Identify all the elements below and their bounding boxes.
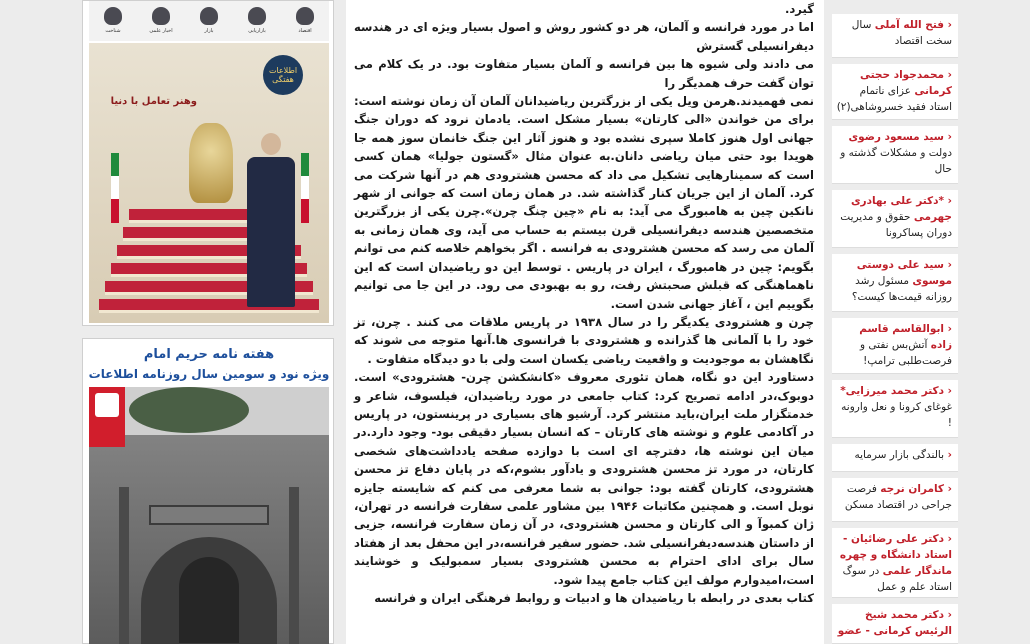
magazine-cover-bottom[interactable] — [82, 338, 334, 644]
pillar — [119, 487, 129, 644]
cover-red-label — [89, 387, 125, 447]
columnists-sidebar — [826, 0, 962, 644]
pillar — [289, 487, 299, 644]
article-title[interactable]: مسئول رشد روزانه قیمت‌ها کیست؟ — [851, 275, 952, 303]
author-name[interactable]: کامران نرجه — [880, 483, 945, 495]
article-title[interactable]: سال سخت اقتصاد — [851, 19, 952, 47]
article-title[interactable]: عزای ناتمام استاد فقید خسروشاهی(۲) — [836, 85, 952, 113]
portrait-2 — [141, 1, 181, 34]
author-name[interactable]: دکتر محمد میرزایی* — [840, 385, 945, 397]
flag-left — [111, 153, 119, 223]
cover-photo-staircase — [89, 43, 329, 323]
author-name[interactable]: ابوالقاسم قاسم زاده — [859, 323, 952, 351]
portrait-caption: شناخت — [105, 28, 121, 34]
magazine-cover-top[interactable] — [82, 0, 334, 326]
portrait-3 — [189, 1, 229, 34]
flag-right — [301, 153, 309, 223]
building-sign — [149, 505, 269, 525]
portrait-caption: اخبار علمی — [149, 28, 173, 34]
sidebar-item-9[interactable] — [832, 478, 958, 522]
author-name[interactable]: سید علی دوستی موسوی — [856, 259, 952, 287]
chevron-left-icon: ‹ — [944, 259, 952, 271]
author-name[interactable]: محمدجواد حجتی کرمانی — [860, 69, 952, 97]
portrait-caption: اقتصاد — [298, 28, 312, 34]
portrait-caption: بازاریابی — [248, 28, 266, 34]
article-title[interactable]: آتش‌بس نفتی و فرصت‌طلبی ترامپ! — [859, 339, 952, 367]
magazine-logo: اطلاعات هفتگی — [263, 55, 303, 95]
sidebar-item-6[interactable] — [832, 318, 958, 374]
chevron-left-icon: ‹ — [944, 195, 952, 207]
standing-man-figure — [247, 133, 295, 309]
chevron-left-icon: ‹ — [944, 69, 952, 81]
article-panel — [346, 0, 824, 644]
author-name[interactable]: دکتر علی رضائیان - استاد دانشگاه و چهره ماندگار علمی — [839, 533, 952, 577]
tree-icon — [129, 387, 249, 433]
chevron-left-icon: ‹ — [944, 449, 952, 461]
article-title[interactable]: در سوگ استاد علم و عمل — [842, 565, 952, 593]
author-name[interactable]: سید مسعود رضوی — [848, 131, 945, 143]
sidebar-item-10[interactable] — [832, 528, 958, 598]
sidebar-item-1[interactable] — [832, 14, 958, 58]
author-name[interactable]: دکتر محمد شیخ الرئیس کرمانی - عضو — [837, 609, 952, 637]
golden-urn — [189, 123, 233, 203]
chevron-left-icon: ‹ — [944, 323, 952, 335]
chevron-left-icon: ‹ — [944, 19, 952, 31]
portrait-4 — [237, 1, 277, 34]
article-title[interactable]: دولت و مشکلات گذشته و حال — [840, 147, 952, 175]
sidebar-item-7[interactable] — [832, 380, 958, 438]
sidebar-item-8[interactable] — [832, 444, 958, 472]
chevron-left-icon: ‹ — [944, 131, 952, 143]
cover-photo-building — [89, 387, 329, 644]
page-gutter — [962, 0, 1030, 644]
sidebar-item-3[interactable] — [832, 126, 958, 184]
cover-title: هفته نامه حریم امام — [143, 347, 275, 362]
chevron-left-icon: ‹ — [944, 609, 952, 621]
chevron-left-icon: ‹ — [944, 483, 952, 495]
article-title[interactable]: بالندگی بازار سرمایه — [854, 449, 945, 461]
author-name[interactable]: فتح الله آملی — [874, 19, 945, 31]
article-title[interactable]: غوغای کرونا و نعل وارونه ! — [841, 401, 952, 429]
sidebar-item-11[interactable] — [832, 604, 958, 644]
sidebar-item-5[interactable] — [832, 254, 958, 312]
article-body: گیرد. اما در مورد فرانسه و آلمان، هر دو کشور روش و اصول بسیار ویژه ای در هندسه دیفرانسیلی گسترش می دادند ولی شیوه ها بین فرانسه و آلمان بسیار متفاوت بود. در یک کلام می توان گفت حرف همدیگر را نمی فهمیدند.هرمن ویل یکی از بزرگترین ریاضیدانان آلمان آن زمان نوشته است: برای من خواندن «الی کارتان» بسیار مشکل است. یادمان نرود که دوران جنگ جهانی اول هنوز کاملا سپری نشده بود و هنوز آثار این جنگ خانمان سوز همه جا هویدا بود حتی میان ریاضی دانان.به عنوان مثال «گستون جولیا» همان کسی است که سمینارهایی تشکیل می داد که محسن هشترودی هم در آنها شرکت می کرد. آلمان از این جریان کنار گذاشته شد. در همان زمان است که جوانی از شهر نانکین چین به هامبورگ می آید: به نام «چین چنگ چرن».چرن یکی از بزرگترین متخصصین هندسه دیفرانسیلی قرن بیستم به حساب می آید، وی همان زمانی به آلمان می رسد که محسن هشترودی به فرانسه . اگر بخواهم خلاصه کنم می توانم بگویم: چین در هامبورگ ، ایران در پاریس . توسط این دو ریاضیدان است که این ناهماهنگی که قبلش صحبتش رفت، رو به بهبودی می رود. در این جا می توانیم بگوییم این ، آغاز جهانی شدن است. چرن و هشترودی یکدیگر را در سال ۱۹۳۸ در پاریس ملاقات می کنند . چرن، تز خود را با آلمانی ها گذرانده و هشترودی با فرانسوی ها.آنها متوجه می شوند که نگاهشان به موجودیت و واقعیت ریاضی یکسان است ولی با دو دیدگاه متفاوت . دستاورد این دو نگاه، همان تئوری معروف «کانشکشن چرن- هشترودی» است. دوبوک،در ادامه تصریح کرد: کتاب جامعی در مورد ریاضیدان، فیلسوف، شاعر و خدمتگزار ملت ایران،باید منتشر کرد. آرشیو های بسیاری در پرینستون، در پاریس در آکادمی علوم و نوشته های کارتان – که انسان بسیار دقیقی بود- وجود دارد.در میان این نوشته ها، دفترچه ای است با دوازده صفحه یادداشت‌های شخصی کارتان، در مورد تز محسن هشترودی و یادآور بشوم،که در پایان دفاع تز محسن هشترودی، کارتان گفته بود: جوانی به شما معرفی می کنم که شایسته جایزه نوبل است. و همچنین مکاتبات ۱۹۴۶ بین مشاور علمی سفارت فرانسه در تهران، ژان کمبوآ و الی کارتان و محسن هشترودی، در آن زمان سفارت فرانسه، جزیی از داستان هندسه‌دیفرانسیلی شد. حضور سفیر فرانسه،در این محفل بعد از هفتاد سال برای ادای احترام به محسن هشترودی بسیار سمبولیک و خوشایند است،امیدوارم مولف این کتاب جامع پیدا شود. کتاب بعدی در رابطه با ریاضیدان ها و ادبیات و روابط فرهنگی ایران و فرانسه — [354, 2, 815, 605]
portrait-caption: بازار — [204, 28, 214, 34]
sidebar-item-4[interactable] — [832, 190, 958, 248]
cover-subtitle: ویژه نود و سومین سال روزنامه اطلاعات — [88, 367, 330, 381]
article-title[interactable]: حقوق و مدیریت دوران پساکرونا — [840, 211, 952, 239]
sidebar-item-2[interactable] — [832, 64, 958, 120]
cover-portrait-strip — [89, 1, 329, 41]
chevron-left-icon: ‹ — [944, 385, 952, 397]
article-title[interactable]: فرصت جراحی در اقتصاد مسکن — [844, 483, 952, 511]
emblem-icon — [95, 393, 119, 417]
author-name[interactable]: *دکتر علی بهادری جهرمی — [850, 195, 952, 223]
arched-window — [179, 557, 239, 643]
cover-headline: وهنر تعامل با دنیا — [110, 96, 197, 107]
chevron-left-icon: ‹ — [944, 533, 952, 545]
magazine-covers-column — [0, 0, 346, 644]
portrait-5 — [285, 1, 325, 34]
portrait-1 — [93, 1, 133, 34]
